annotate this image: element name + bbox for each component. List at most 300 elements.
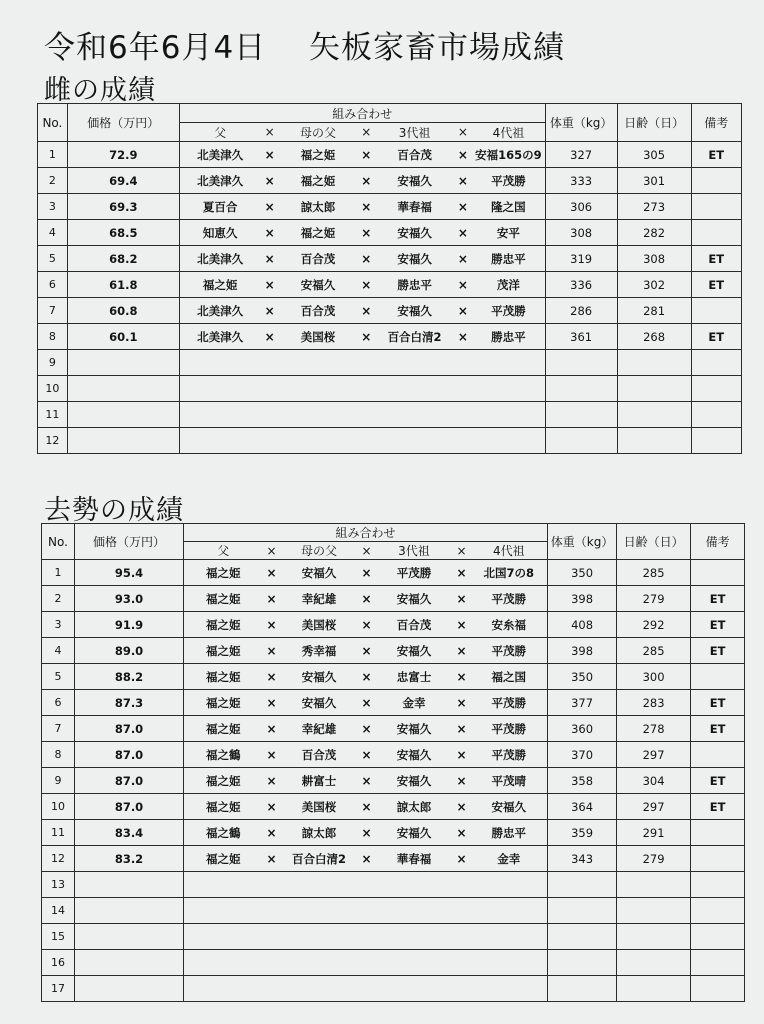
row-number: 10 bbox=[38, 376, 68, 402]
note-cell bbox=[691, 298, 741, 324]
sire-cell bbox=[184, 950, 263, 976]
cross-mark bbox=[454, 402, 472, 428]
table-row bbox=[38, 402, 742, 428]
weight-cell bbox=[548, 950, 617, 976]
page-title: 令和6年6月4日 矢板家畜市場成績 bbox=[44, 30, 566, 66]
price-cell bbox=[75, 924, 184, 950]
gen3-cell bbox=[376, 976, 453, 1002]
sire-cell: 福之姫 bbox=[184, 794, 263, 820]
row-number: 10 bbox=[42, 794, 75, 820]
note-cell: ET bbox=[691, 612, 745, 638]
sire-cell: 福之姫 bbox=[184, 586, 263, 612]
dam-sire-cell: 福之姫 bbox=[279, 220, 357, 246]
weight-cell bbox=[545, 428, 617, 454]
note-cell bbox=[691, 950, 745, 976]
cross-mark: × bbox=[358, 690, 376, 716]
row-number: 13 bbox=[42, 872, 75, 898]
dam-sire-cell: 百合茂 bbox=[281, 742, 358, 768]
row-number: 8 bbox=[42, 742, 75, 768]
table-row bbox=[38, 298, 742, 324]
cross-mark: × bbox=[358, 742, 376, 768]
header-row bbox=[42, 524, 745, 542]
dam-sire-cell: 幸紀雄 bbox=[281, 716, 358, 742]
gen3-cell: 勝忠平 bbox=[376, 272, 454, 298]
row-number: 11 bbox=[38, 402, 68, 428]
age-cell bbox=[617, 428, 691, 454]
age-cell bbox=[617, 924, 691, 950]
table-row bbox=[42, 872, 745, 898]
row-number: 6 bbox=[42, 690, 75, 716]
note-cell bbox=[691, 428, 741, 454]
header-combination: 組み合わせ bbox=[184, 524, 548, 542]
gen4-cell bbox=[471, 950, 548, 976]
gen3-cell bbox=[376, 898, 453, 924]
gen3-cell bbox=[376, 402, 454, 428]
cross-mark bbox=[357, 350, 375, 376]
sire-cell bbox=[184, 924, 263, 950]
gen4-cell: 福之国 bbox=[471, 664, 548, 690]
cross-mark: × bbox=[454, 220, 472, 246]
note-cell bbox=[691, 924, 745, 950]
row-number: 15 bbox=[42, 924, 75, 950]
age-cell bbox=[617, 950, 691, 976]
dam-sire-cell bbox=[281, 976, 358, 1002]
table-row bbox=[38, 376, 742, 402]
price-cell: 87.0 bbox=[75, 768, 184, 794]
price-cell: 72.9 bbox=[67, 142, 179, 168]
row-number: 7 bbox=[38, 298, 68, 324]
cross-mark: × bbox=[260, 298, 278, 324]
dam-sire-cell: 百合茂 bbox=[279, 246, 357, 272]
dam-sire-cell bbox=[279, 428, 357, 454]
gen3-cell bbox=[376, 350, 454, 376]
weight-cell: 327 bbox=[545, 142, 617, 168]
cross-mark bbox=[358, 924, 376, 950]
cross-mark: × bbox=[453, 664, 471, 690]
row-number: 1 bbox=[38, 142, 68, 168]
cross-mark bbox=[453, 898, 471, 924]
age-cell: 291 bbox=[617, 820, 691, 846]
price-cell: 91.9 bbox=[75, 612, 184, 638]
sire-cell: 知恵久 bbox=[179, 220, 260, 246]
cross-mark: × bbox=[263, 716, 281, 742]
price-cell bbox=[67, 350, 179, 376]
row-number: 3 bbox=[38, 194, 68, 220]
table-row bbox=[38, 142, 742, 168]
dam-sire-cell: 安福久 bbox=[281, 664, 358, 690]
cross-mark: × bbox=[357, 194, 375, 220]
note-cell bbox=[691, 898, 745, 924]
weight-cell: 333 bbox=[545, 168, 617, 194]
dam-sire-cell: 福之姫 bbox=[279, 142, 357, 168]
dam-sire-cell: 秀幸福 bbox=[281, 638, 358, 664]
gen3-cell: 安福久 bbox=[376, 820, 453, 846]
cross-mark: × bbox=[454, 272, 472, 298]
age-cell: 283 bbox=[617, 690, 691, 716]
weight-cell: 408 bbox=[548, 612, 617, 638]
gen4-cell: 平茂勝 bbox=[472, 298, 545, 324]
cross-mark: × bbox=[453, 560, 471, 586]
header-gen3: 3代祖 bbox=[376, 123, 454, 142]
cross-mark: × bbox=[260, 194, 278, 220]
gen3-cell: 百合茂 bbox=[376, 142, 454, 168]
cross-mark: × bbox=[357, 168, 375, 194]
age-cell: 305 bbox=[617, 142, 691, 168]
gen4-cell: 平茂勝 bbox=[471, 586, 548, 612]
age-cell: 281 bbox=[617, 298, 691, 324]
cross-mark: × bbox=[358, 560, 376, 586]
age-cell: 304 bbox=[617, 768, 691, 794]
note-cell bbox=[691, 560, 745, 586]
gen4-cell bbox=[472, 350, 545, 376]
cross-mark: × bbox=[454, 168, 472, 194]
gen3-cell bbox=[376, 376, 454, 402]
table-row bbox=[42, 664, 745, 690]
table-row bbox=[42, 924, 745, 950]
cross-mark: × bbox=[454, 324, 472, 350]
table-row bbox=[42, 950, 745, 976]
weight-cell: 361 bbox=[545, 324, 617, 350]
cross-mark: × bbox=[263, 560, 281, 586]
price-cell bbox=[67, 428, 179, 454]
age-cell: 285 bbox=[617, 560, 691, 586]
cross-mark: × bbox=[263, 768, 281, 794]
row-number: 6 bbox=[38, 272, 68, 298]
sire-cell: 福之鶴 bbox=[184, 742, 263, 768]
cross-mark: × bbox=[454, 194, 472, 220]
gen3-cell: 安福久 bbox=[376, 638, 453, 664]
cross-mark bbox=[357, 402, 375, 428]
weight-cell bbox=[545, 376, 617, 402]
sire-cell bbox=[179, 376, 260, 402]
sire-cell: 北美津久 bbox=[179, 246, 260, 272]
age-cell: 308 bbox=[617, 246, 691, 272]
sire-cell bbox=[179, 350, 260, 376]
cross-mark: × bbox=[358, 794, 376, 820]
age-cell: 279 bbox=[617, 586, 691, 612]
note-cell: ET bbox=[691, 794, 745, 820]
note-cell bbox=[691, 664, 745, 690]
table-row bbox=[42, 560, 745, 586]
age-cell: 301 bbox=[617, 168, 691, 194]
age-cell: 300 bbox=[617, 664, 691, 690]
sire-cell bbox=[184, 976, 263, 1002]
gen3-cell bbox=[376, 950, 453, 976]
header-combination: 組み合わせ bbox=[179, 104, 545, 123]
gen3-cell: 安福久 bbox=[376, 586, 453, 612]
dam-sire-cell bbox=[279, 402, 357, 428]
gen3-cell: 華春福 bbox=[376, 846, 453, 872]
price-cell bbox=[75, 898, 184, 924]
note-cell: ET bbox=[691, 716, 745, 742]
dam-sire-cell: 安福久 bbox=[281, 690, 358, 716]
dam-sire-cell: 安福久 bbox=[281, 560, 358, 586]
cross-mark bbox=[453, 872, 471, 898]
cross-mark: × bbox=[357, 246, 375, 272]
sire-cell: 福之鶴 bbox=[184, 820, 263, 846]
row-number: 5 bbox=[42, 664, 75, 690]
cross-mark: × bbox=[260, 220, 278, 246]
table-row bbox=[38, 272, 742, 298]
gen4-cell: 北国7の8 bbox=[471, 560, 548, 586]
gen3-cell: 忠富士 bbox=[376, 664, 453, 690]
cross-mark: × bbox=[453, 586, 471, 612]
gen4-cell bbox=[472, 428, 545, 454]
table-row bbox=[38, 194, 742, 220]
gen4-cell: 金幸 bbox=[471, 846, 548, 872]
age-cell: 297 bbox=[617, 794, 691, 820]
age-cell bbox=[617, 350, 691, 376]
weight-cell: 319 bbox=[545, 246, 617, 272]
table-row bbox=[42, 690, 745, 716]
row-number: 2 bbox=[38, 168, 68, 194]
results-table-steer bbox=[41, 523, 745, 1002]
cross-mark bbox=[263, 924, 281, 950]
sire-cell: 福之姫 bbox=[184, 716, 263, 742]
age-cell bbox=[617, 872, 691, 898]
row-number: 5 bbox=[38, 246, 68, 272]
gen3-cell: 安福久 bbox=[376, 742, 453, 768]
gen4-cell: 平茂勝 bbox=[471, 690, 548, 716]
cross-mark bbox=[358, 898, 376, 924]
price-cell bbox=[75, 976, 184, 1002]
gen4-cell: 茂洋 bbox=[472, 272, 545, 298]
dam-sire-cell bbox=[279, 376, 357, 402]
weight-cell bbox=[545, 350, 617, 376]
note-cell bbox=[691, 872, 745, 898]
cross-mark: × bbox=[263, 846, 281, 872]
cross-mark: × bbox=[454, 246, 472, 272]
table-row bbox=[38, 168, 742, 194]
gen4-cell bbox=[471, 898, 548, 924]
cross-mark bbox=[454, 428, 472, 454]
note-cell bbox=[691, 402, 741, 428]
age-cell bbox=[617, 976, 691, 1002]
weight-cell: 364 bbox=[548, 794, 617, 820]
header-price: 価格（万円） bbox=[75, 524, 184, 560]
note-cell: ET bbox=[691, 272, 741, 298]
row-number: 4 bbox=[38, 220, 68, 246]
sire-cell: 福之姫 bbox=[184, 690, 263, 716]
note-cell bbox=[691, 976, 745, 1002]
sire-cell bbox=[184, 898, 263, 924]
note-cell: ET bbox=[691, 638, 745, 664]
sire-cell bbox=[179, 428, 260, 454]
gen4-cell bbox=[472, 402, 545, 428]
cross-mark: × bbox=[453, 820, 471, 846]
row-number: 1 bbox=[42, 560, 75, 586]
weight-cell: 286 bbox=[545, 298, 617, 324]
gen3-cell: 華春福 bbox=[376, 194, 454, 220]
gen3-cell: 安福久 bbox=[376, 716, 453, 742]
age-cell: 279 bbox=[617, 846, 691, 872]
price-cell bbox=[75, 872, 184, 898]
gen4-cell: 平茂勝 bbox=[471, 716, 548, 742]
cross-mark: × bbox=[358, 820, 376, 846]
header-gen4: 4代祖 bbox=[472, 123, 545, 142]
row-number: 12 bbox=[38, 428, 68, 454]
note-cell: ET bbox=[691, 586, 745, 612]
sire-cell: 北美津久 bbox=[179, 324, 260, 350]
sire-cell: 北美津久 bbox=[179, 142, 260, 168]
weight-cell: 359 bbox=[548, 820, 617, 846]
gen3-cell: 安福久 bbox=[376, 298, 454, 324]
cross-mark: × bbox=[454, 298, 472, 324]
price-cell bbox=[67, 376, 179, 402]
header-gen4: 4代祖 bbox=[471, 542, 548, 560]
dam-sire-cell: 幸紀雄 bbox=[281, 586, 358, 612]
note-cell bbox=[691, 846, 745, 872]
sire-cell: 福之姫 bbox=[184, 638, 263, 664]
row-number: 17 bbox=[42, 976, 75, 1002]
weight-cell: 306 bbox=[545, 194, 617, 220]
note-cell bbox=[691, 168, 741, 194]
note-cell bbox=[691, 194, 741, 220]
price-cell: 68.5 bbox=[67, 220, 179, 246]
table-row bbox=[42, 612, 745, 638]
cross-mark: × bbox=[358, 612, 376, 638]
dam-sire-cell: 耕富士 bbox=[281, 768, 358, 794]
cross-mark: × bbox=[453, 768, 471, 794]
age-cell bbox=[617, 898, 691, 924]
gen3-cell: 百合白清2 bbox=[376, 324, 454, 350]
cross-mark: × bbox=[263, 586, 281, 612]
age-cell: 278 bbox=[617, 716, 691, 742]
gen4-cell: 平茂勝 bbox=[471, 638, 548, 664]
cross-mark: × bbox=[358, 716, 376, 742]
dam-sire-cell: 安福久 bbox=[279, 272, 357, 298]
results-table-female bbox=[37, 103, 742, 454]
dam-sire-cell: 美国桜 bbox=[279, 324, 357, 350]
header-row bbox=[38, 104, 742, 123]
price-cell: 83.2 bbox=[75, 846, 184, 872]
weight-cell: 398 bbox=[548, 586, 617, 612]
price-cell: 87.0 bbox=[75, 794, 184, 820]
table-row bbox=[38, 324, 742, 350]
cross-mark: × bbox=[260, 324, 278, 350]
dam-sire-cell: 諒太郎 bbox=[279, 194, 357, 220]
header-age: 日齢（日） bbox=[617, 524, 691, 560]
cross-mark: × bbox=[260, 246, 278, 272]
price-cell: 89.0 bbox=[75, 638, 184, 664]
cross-mark: × bbox=[453, 794, 471, 820]
price-cell bbox=[67, 402, 179, 428]
note-cell bbox=[691, 220, 741, 246]
gen3-cell: 安福久 bbox=[376, 768, 453, 794]
cross-mark bbox=[454, 376, 472, 402]
price-cell: 69.4 bbox=[67, 168, 179, 194]
cross-mark: × bbox=[358, 586, 376, 612]
price-cell: 61.8 bbox=[67, 272, 179, 298]
row-number: 7 bbox=[42, 716, 75, 742]
weight-cell: 336 bbox=[545, 272, 617, 298]
note-cell: ET bbox=[691, 246, 741, 272]
gen3-cell bbox=[376, 428, 454, 454]
cross-mark: × bbox=[357, 142, 375, 168]
cross-mark: × bbox=[358, 664, 376, 690]
table-row bbox=[42, 638, 745, 664]
price-cell: 69.3 bbox=[67, 194, 179, 220]
header-x: × bbox=[357, 123, 375, 142]
cross-mark bbox=[453, 976, 471, 1002]
cross-mark: × bbox=[260, 272, 278, 298]
header-gen3: 3代祖 bbox=[376, 542, 453, 560]
price-cell: 83.4 bbox=[75, 820, 184, 846]
price-cell bbox=[75, 950, 184, 976]
gen3-cell: 金幸 bbox=[376, 690, 453, 716]
weight-cell: 350 bbox=[548, 664, 617, 690]
cross-mark: × bbox=[357, 324, 375, 350]
cross-mark: × bbox=[263, 794, 281, 820]
cross-mark bbox=[357, 428, 375, 454]
table-row bbox=[38, 220, 742, 246]
gen4-cell: 勝忠平 bbox=[472, 246, 545, 272]
gen4-cell: 勝忠平 bbox=[472, 324, 545, 350]
price-cell: 60.1 bbox=[67, 324, 179, 350]
cross-mark: × bbox=[260, 168, 278, 194]
dam-sire-cell: 美国桜 bbox=[281, 612, 358, 638]
header-dam-sire: 母の父 bbox=[281, 542, 358, 560]
table-row bbox=[42, 898, 745, 924]
price-cell: 87.3 bbox=[75, 690, 184, 716]
note-cell: ET bbox=[691, 768, 745, 794]
table-row bbox=[42, 846, 745, 872]
dam-sire-cell: 百合白清2 bbox=[281, 846, 358, 872]
cross-mark bbox=[263, 898, 281, 924]
row-number: 3 bbox=[42, 612, 75, 638]
dam-sire-cell: 美国桜 bbox=[281, 794, 358, 820]
cross-mark: × bbox=[453, 742, 471, 768]
table-row bbox=[42, 820, 745, 846]
cross-mark bbox=[263, 976, 281, 1002]
gen4-cell: 平茂勝 bbox=[471, 742, 548, 768]
gen4-cell: 安糸福 bbox=[471, 612, 548, 638]
section-title-steer: 去勢の成績 bbox=[44, 495, 184, 526]
cross-mark: × bbox=[357, 298, 375, 324]
dam-sire-cell: 諒太郎 bbox=[281, 820, 358, 846]
note-cell: ET bbox=[691, 142, 741, 168]
weight-cell bbox=[545, 402, 617, 428]
cross-mark bbox=[358, 872, 376, 898]
gen3-cell: 百合茂 bbox=[376, 612, 453, 638]
note-cell: ET bbox=[691, 324, 741, 350]
cross-mark: × bbox=[260, 142, 278, 168]
cross-mark: × bbox=[453, 612, 471, 638]
gen4-cell bbox=[472, 376, 545, 402]
cross-mark bbox=[454, 350, 472, 376]
note-cell: ET bbox=[691, 690, 745, 716]
row-number: 4 bbox=[42, 638, 75, 664]
cross-mark: × bbox=[453, 638, 471, 664]
header-x: × bbox=[260, 123, 278, 142]
price-cell: 87.0 bbox=[75, 716, 184, 742]
sire-cell: 福之姫 bbox=[184, 664, 263, 690]
header-sire: 父 bbox=[179, 123, 260, 142]
weight-cell bbox=[548, 898, 617, 924]
gen4-cell: 平茂勝 bbox=[472, 168, 545, 194]
age-cell: 273 bbox=[617, 194, 691, 220]
gen4-cell bbox=[471, 872, 548, 898]
dam-sire-cell bbox=[281, 924, 358, 950]
age-cell: 297 bbox=[617, 742, 691, 768]
gen3-cell: 平茂勝 bbox=[376, 560, 453, 586]
table-row bbox=[38, 246, 742, 272]
gen4-cell bbox=[471, 976, 548, 1002]
cross-mark: × bbox=[357, 220, 375, 246]
note-cell bbox=[691, 820, 745, 846]
row-number: 16 bbox=[42, 950, 75, 976]
row-number: 14 bbox=[42, 898, 75, 924]
